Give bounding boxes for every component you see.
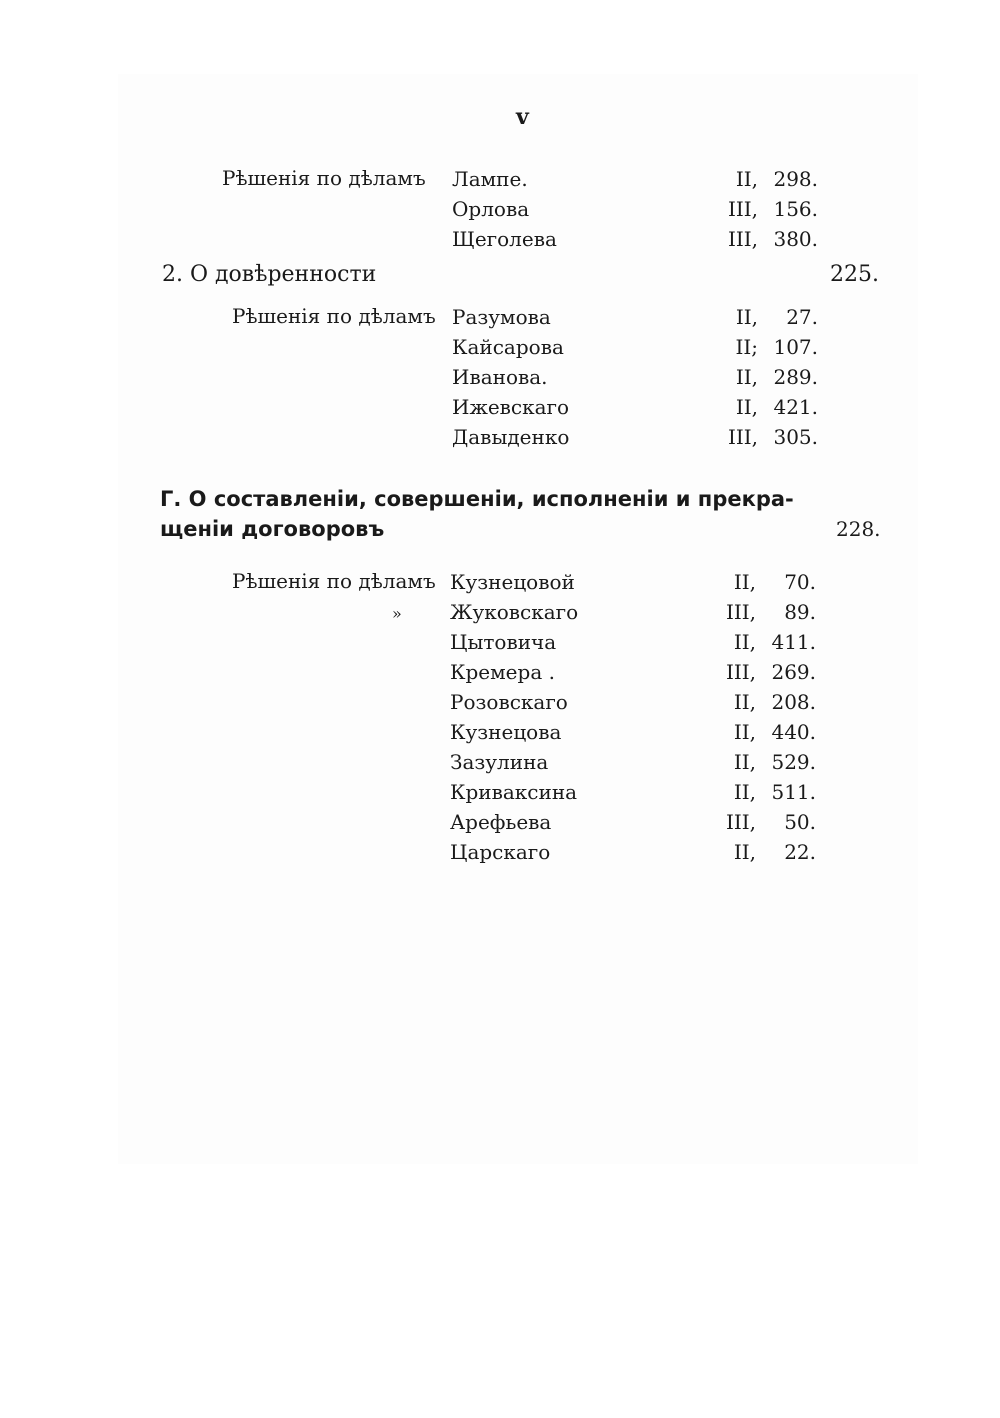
- case-name: Ижевскаго: [452, 395, 570, 419]
- case-volume: II,: [735, 167, 758, 191]
- case-name: Царскаго: [450, 840, 551, 864]
- case-page: 156.: [773, 197, 818, 221]
- page-number: v: [516, 104, 529, 130]
- case-page: 421.: [773, 395, 818, 419]
- case-page: 380.: [773, 227, 818, 251]
- section-2-title: 2. О довѣренности: [162, 262, 377, 287]
- case-volume: III,: [727, 227, 758, 251]
- case-page: 22.: [784, 840, 816, 864]
- ditto-mark: »: [392, 604, 402, 623]
- case-page: 107.: [773, 335, 818, 359]
- case-volume: III,: [727, 197, 758, 221]
- case-page: 27.: [786, 305, 818, 329]
- case-name: Жуковскаго: [450, 600, 579, 624]
- case-page: 440.: [771, 720, 816, 744]
- case-volume: III,: [725, 600, 756, 624]
- case-page: 305.: [773, 425, 818, 449]
- case-name: Розовскаго: [450, 690, 568, 714]
- case-volume: II,: [733, 570, 756, 594]
- case-volume: II,: [735, 395, 758, 419]
- case-volume: II,: [733, 690, 756, 714]
- case-volume: III,: [725, 810, 756, 834]
- case-volume: II,: [735, 305, 758, 329]
- case-page: 89.: [784, 600, 816, 624]
- case-volume: III,: [727, 425, 758, 449]
- case-name: Кремера .: [450, 660, 555, 684]
- case-page: 70.: [784, 570, 816, 594]
- section-g-page: 228.: [836, 517, 881, 541]
- case-volume: II,: [733, 630, 756, 654]
- decisions-label-3: Рѣшенія по дѣламъ: [232, 569, 436, 593]
- case-name: Разумова: [452, 305, 551, 329]
- decisions-label-2: Рѣшенія по дѣламъ: [232, 304, 436, 328]
- case-page: 50.: [784, 810, 816, 834]
- case-volume: III,: [725, 660, 756, 684]
- case-name: Щеголева: [452, 227, 557, 251]
- case-page: 298.: [773, 167, 818, 191]
- case-volume: II,: [733, 780, 756, 804]
- case-name: Давыденко: [452, 425, 570, 449]
- case-name: Арефьева: [450, 810, 552, 834]
- case-page: 208.: [771, 690, 816, 714]
- case-volume: II,: [733, 720, 756, 744]
- decisions-label-1: Рѣшенія по дѣламъ: [222, 166, 426, 190]
- case-volume: II,: [733, 840, 756, 864]
- case-name: Кузнецовой: [450, 570, 575, 594]
- case-page: 529.: [771, 750, 816, 774]
- case-name: Лампе.: [452, 167, 528, 191]
- section-g-title-line1: Г. О составленіи, совершеніи, исполненіи и прекра-: [160, 487, 794, 511]
- case-name: Кайсарова: [452, 335, 564, 359]
- case-name: Криваксина: [450, 780, 578, 804]
- section-2-page: 225.: [830, 262, 879, 287]
- case-page: 269.: [771, 660, 816, 684]
- case-page: 411.: [771, 630, 816, 654]
- case-name: Орлова: [452, 197, 530, 221]
- case-page: 289.: [773, 365, 818, 389]
- case-volume: II,: [735, 365, 758, 389]
- case-name: Цытовича: [450, 630, 557, 654]
- case-name: Иванова.: [452, 365, 548, 389]
- case-name: Зазулина: [450, 750, 549, 774]
- section-g-title-line2: щеніи договоровъ: [160, 517, 385, 541]
- case-volume: II;: [735, 335, 758, 359]
- case-page: 511.: [771, 780, 816, 804]
- case-volume: II,: [733, 750, 756, 774]
- case-name: Кузнецова: [450, 720, 562, 744]
